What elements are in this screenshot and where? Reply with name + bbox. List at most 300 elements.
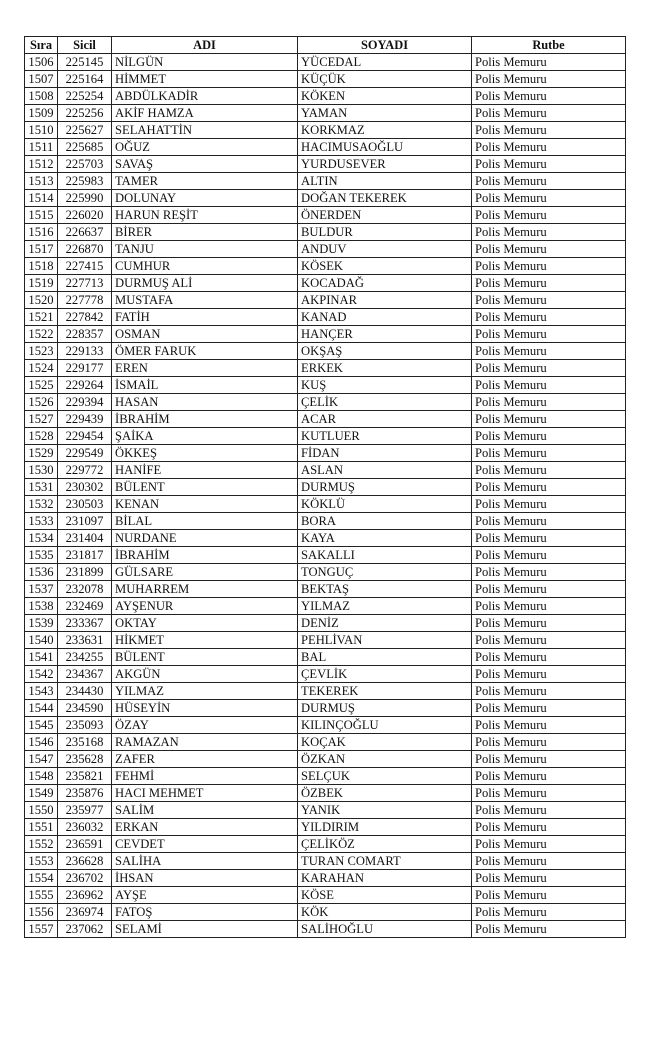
cell-sicil: 236032: [58, 819, 112, 836]
cell-sira: 1543: [25, 683, 58, 700]
cell-adi: ZAFER: [112, 751, 298, 768]
cell-sicil: 231404: [58, 530, 112, 547]
cell-adi: ERKAN: [112, 819, 298, 836]
cell-sicil: 226870: [58, 241, 112, 258]
cell-rutbe: Polis Memuru: [472, 88, 626, 105]
cell-sicil: 233367: [58, 615, 112, 632]
table-row: [25, 904, 626, 921]
cell-soyadi: TONGUÇ: [298, 564, 472, 581]
cell-sicil: 227713: [58, 275, 112, 292]
cell-sicil: 236628: [58, 853, 112, 870]
table-row: [25, 139, 626, 156]
cell-adi: İSMAİL: [112, 377, 298, 394]
cell-soyadi: HANÇER: [298, 326, 472, 343]
cell-soyadi: BULDUR: [298, 224, 472, 241]
cell-sicil: 236591: [58, 836, 112, 853]
cell-rutbe: Polis Memuru: [472, 836, 626, 853]
cell-adi: AKİF HAMZA: [112, 105, 298, 122]
cell-sira: 1554: [25, 870, 58, 887]
table-row: [25, 649, 626, 666]
header-rutbe: Rutbe: [472, 37, 626, 54]
cell-rutbe: Polis Memuru: [472, 360, 626, 377]
cell-sicil: 229177: [58, 360, 112, 377]
table-row: [25, 411, 626, 428]
cell-adi: AKGÜN: [112, 666, 298, 683]
cell-sira: 1514: [25, 190, 58, 207]
cell-soyadi: FİDAN: [298, 445, 472, 462]
cell-adi: EREN: [112, 360, 298, 377]
cell-sicil: 235628: [58, 751, 112, 768]
cell-rutbe: Polis Memuru: [472, 377, 626, 394]
cell-soyadi: OKŞAŞ: [298, 343, 472, 360]
cell-rutbe: Polis Memuru: [472, 581, 626, 598]
cell-sira: 1518: [25, 258, 58, 275]
cell-adi: OKTAY: [112, 615, 298, 632]
cell-soyadi: YURDUSEVER: [298, 156, 472, 173]
cell-rutbe: Polis Memuru: [472, 751, 626, 768]
cell-rutbe: Polis Memuru: [472, 462, 626, 479]
table-row: [25, 122, 626, 139]
cell-sicil: 232078: [58, 581, 112, 598]
cell-rutbe: Polis Memuru: [472, 207, 626, 224]
cell-sira: 1516: [25, 224, 58, 241]
cell-adi: MUSTAFA: [112, 292, 298, 309]
cell-rutbe: Polis Memuru: [472, 513, 626, 530]
cell-rutbe: Polis Memuru: [472, 768, 626, 785]
cell-soyadi: ÖZKAN: [298, 751, 472, 768]
cell-sira: 1526: [25, 394, 58, 411]
cell-soyadi: KÜÇÜK: [298, 71, 472, 88]
cell-sira: 1547: [25, 751, 58, 768]
cell-rutbe: Polis Memuru: [472, 105, 626, 122]
cell-sicil: 227842: [58, 309, 112, 326]
cell-soyadi: YÜCEDAL: [298, 54, 472, 71]
cell-soyadi: ASLAN: [298, 462, 472, 479]
cell-sicil: 235977: [58, 802, 112, 819]
cell-sira: 1556: [25, 904, 58, 921]
cell-soyadi: TURAN COMART: [298, 853, 472, 870]
cell-sira: 1519: [25, 275, 58, 292]
table-row: [25, 666, 626, 683]
cell-rutbe: Polis Memuru: [472, 139, 626, 156]
cell-rutbe: Polis Memuru: [472, 683, 626, 700]
cell-sira: 1530: [25, 462, 58, 479]
cell-soyadi: ÇELİK: [298, 394, 472, 411]
cell-adi: TAMER: [112, 173, 298, 190]
table-row: [25, 309, 626, 326]
cell-sira: 1552: [25, 836, 58, 853]
cell-adi: MUHARREM: [112, 581, 298, 598]
cell-rutbe: Polis Memuru: [472, 632, 626, 649]
cell-sira: 1507: [25, 71, 58, 88]
cell-sira: 1535: [25, 547, 58, 564]
cell-sira: 1545: [25, 717, 58, 734]
cell-soyadi: HACIMUSAOĞLU: [298, 139, 472, 156]
cell-rutbe: Polis Memuru: [472, 496, 626, 513]
cell-rutbe: Polis Memuru: [472, 173, 626, 190]
table-row: [25, 241, 626, 258]
cell-rutbe: Polis Memuru: [472, 615, 626, 632]
cell-sicil: 225983: [58, 173, 112, 190]
cell-soyadi: PEHLİVAN: [298, 632, 472, 649]
table-row: [25, 734, 626, 751]
cell-adi: HİMMET: [112, 71, 298, 88]
cell-soyadi: KORKMAZ: [298, 122, 472, 139]
cell-soyadi: ÖZBEK: [298, 785, 472, 802]
cell-sira: 1515: [25, 207, 58, 224]
cell-rutbe: Polis Memuru: [472, 700, 626, 717]
cell-adi: ÖMER FARUK: [112, 343, 298, 360]
cell-sira: 1531: [25, 479, 58, 496]
cell-sicil: 229394: [58, 394, 112, 411]
table-row: [25, 717, 626, 734]
table-row: [25, 292, 626, 309]
cell-soyadi: SAKALLI: [298, 547, 472, 564]
cell-adi: BÜLENT: [112, 479, 298, 496]
cell-sira: 1557: [25, 921, 58, 938]
cell-rutbe: Polis Memuru: [472, 734, 626, 751]
table-row: [25, 326, 626, 343]
cell-sicil: 234430: [58, 683, 112, 700]
table-row: [25, 921, 626, 938]
cell-sira: 1522: [25, 326, 58, 343]
cell-rutbe: Polis Memuru: [472, 275, 626, 292]
cell-sicil: 228357: [58, 326, 112, 343]
cell-rutbe: Polis Memuru: [472, 309, 626, 326]
cell-adi: SELAHATTİN: [112, 122, 298, 139]
table-row: [25, 785, 626, 802]
cell-rutbe: Polis Memuru: [472, 649, 626, 666]
header-sicil: Sicil: [58, 37, 112, 54]
cell-soyadi: KAYA: [298, 530, 472, 547]
cell-sicil: 237062: [58, 921, 112, 938]
cell-rutbe: Polis Memuru: [472, 258, 626, 275]
cell-rutbe: Polis Memuru: [472, 292, 626, 309]
cell-adi: AYŞE: [112, 887, 298, 904]
cell-sicil: 234590: [58, 700, 112, 717]
cell-adi: İHSAN: [112, 870, 298, 887]
cell-soyadi: KOCADAĞ: [298, 275, 472, 292]
header-adi: ADI: [112, 37, 298, 54]
cell-adi: SALİM: [112, 802, 298, 819]
cell-soyadi: KÖK: [298, 904, 472, 921]
cell-sicil: 230503: [58, 496, 112, 513]
table-row: [25, 598, 626, 615]
cell-adi: ABDÜLKADİR: [112, 88, 298, 105]
cell-sira: 1520: [25, 292, 58, 309]
table-row: [25, 88, 626, 105]
cell-adi: AYŞENUR: [112, 598, 298, 615]
cell-adi: HANİFE: [112, 462, 298, 479]
cell-soyadi: BORA: [298, 513, 472, 530]
table-row: [25, 462, 626, 479]
cell-sicil: 231817: [58, 547, 112, 564]
cell-soyadi: BEKTAŞ: [298, 581, 472, 598]
cell-adi: NURDANE: [112, 530, 298, 547]
cell-sicil: 232469: [58, 598, 112, 615]
cell-sicil: 229133: [58, 343, 112, 360]
table-row: [25, 853, 626, 870]
cell-soyadi: YILMAZ: [298, 598, 472, 615]
cell-soyadi: ALTIN: [298, 173, 472, 190]
cell-adi: ÖKKEŞ: [112, 445, 298, 462]
cell-soyadi: KÖSEK: [298, 258, 472, 275]
cell-sira: 1513: [25, 173, 58, 190]
cell-adi: DURMUŞ ALİ: [112, 275, 298, 292]
table-row: [25, 819, 626, 836]
header-soyadi: SOYADI: [298, 37, 472, 54]
cell-sira: 1508: [25, 88, 58, 105]
cell-rutbe: Polis Memuru: [472, 564, 626, 581]
table-row: [25, 632, 626, 649]
cell-sicil: 229772: [58, 462, 112, 479]
table-row: [25, 836, 626, 853]
cell-adi: CUMHUR: [112, 258, 298, 275]
cell-sicil: 235093: [58, 717, 112, 734]
table-row: [25, 105, 626, 122]
cell-soyadi: DURMUŞ: [298, 700, 472, 717]
cell-sira: 1510: [25, 122, 58, 139]
cell-sira: 1517: [25, 241, 58, 258]
table-row: [25, 258, 626, 275]
cell-soyadi: ÇELİKÖZ: [298, 836, 472, 853]
cell-sira: 1536: [25, 564, 58, 581]
cell-soyadi: SALİHOĞLU: [298, 921, 472, 938]
cell-soyadi: DOĞAN TEKEREK: [298, 190, 472, 207]
cell-sicil: 233631: [58, 632, 112, 649]
cell-adi: BÜLENT: [112, 649, 298, 666]
cell-sira: 1538: [25, 598, 58, 615]
cell-sicil: 236974: [58, 904, 112, 921]
cell-rutbe: Polis Memuru: [472, 921, 626, 938]
cell-sira: 1512: [25, 156, 58, 173]
cell-adi: ŞAİKA: [112, 428, 298, 445]
cell-rutbe: Polis Memuru: [472, 394, 626, 411]
cell-rutbe: Polis Memuru: [472, 190, 626, 207]
cell-sicil: 227778: [58, 292, 112, 309]
cell-sira: 1521: [25, 309, 58, 326]
cell-sira: 1540: [25, 632, 58, 649]
cell-sira: 1539: [25, 615, 58, 632]
table-row: [25, 445, 626, 462]
cell-sira: 1534: [25, 530, 58, 547]
table-row: [25, 547, 626, 564]
cell-rutbe: Polis Memuru: [472, 224, 626, 241]
cell-soyadi: TEKEREK: [298, 683, 472, 700]
cell-sira: 1542: [25, 666, 58, 683]
table-row: [25, 887, 626, 904]
cell-rutbe: Polis Memuru: [472, 156, 626, 173]
cell-adi: SAVAŞ: [112, 156, 298, 173]
cell-soyadi: ÖNERDEN: [298, 207, 472, 224]
cell-rutbe: Polis Memuru: [472, 326, 626, 343]
cell-sira: 1544: [25, 700, 58, 717]
cell-adi: FEHMİ: [112, 768, 298, 785]
cell-sira: 1551: [25, 819, 58, 836]
cell-adi: HİKMET: [112, 632, 298, 649]
cell-soyadi: KÖKLÜ: [298, 496, 472, 513]
table-row: [25, 496, 626, 513]
table-row: [25, 71, 626, 88]
cell-rutbe: Polis Memuru: [472, 343, 626, 360]
table-row: [25, 615, 626, 632]
cell-sira: 1532: [25, 496, 58, 513]
cell-sicil: 226020: [58, 207, 112, 224]
cell-sira: 1506: [25, 54, 58, 71]
header-sira: Sıra: [25, 37, 58, 54]
cell-sira: 1548: [25, 768, 58, 785]
table-row: [25, 581, 626, 598]
cell-sicil: 236702: [58, 870, 112, 887]
cell-adi: FATOŞ: [112, 904, 298, 921]
table-row: [25, 360, 626, 377]
cell-rutbe: Polis Memuru: [472, 479, 626, 496]
cell-sira: 1524: [25, 360, 58, 377]
cell-sicil: 225145: [58, 54, 112, 71]
cell-adi: KENAN: [112, 496, 298, 513]
cell-adi: FATİH: [112, 309, 298, 326]
cell-soyadi: ERKEK: [298, 360, 472, 377]
cell-rutbe: Polis Memuru: [472, 819, 626, 836]
cell-soyadi: KOÇAK: [298, 734, 472, 751]
cell-soyadi: ÇEVLİK: [298, 666, 472, 683]
cell-sira: 1550: [25, 802, 58, 819]
cell-adi: YILMAZ: [112, 683, 298, 700]
cell-sicil: 234367: [58, 666, 112, 683]
personnel-table: [24, 36, 626, 938]
table-row: [25, 377, 626, 394]
table-row: [25, 54, 626, 71]
cell-rutbe: Polis Memuru: [472, 802, 626, 819]
table-row: [25, 802, 626, 819]
cell-rutbe: Polis Memuru: [472, 785, 626, 802]
cell-sicil: 225703: [58, 156, 112, 173]
table-row: [25, 428, 626, 445]
cell-soyadi: KUTLUER: [298, 428, 472, 445]
cell-rutbe: Polis Memuru: [472, 887, 626, 904]
cell-soyadi: KÖKEN: [298, 88, 472, 105]
cell-sira: 1553: [25, 853, 58, 870]
table-row: [25, 343, 626, 360]
cell-rutbe: Polis Memuru: [472, 666, 626, 683]
table-row: [25, 683, 626, 700]
cell-adi: İBRAHİM: [112, 411, 298, 428]
cell-sicil: 229439: [58, 411, 112, 428]
table-row: [25, 751, 626, 768]
cell-adi: BİLAL: [112, 513, 298, 530]
cell-sicil: 225990: [58, 190, 112, 207]
cell-adi: DOLUNAY: [112, 190, 298, 207]
cell-sira: 1549: [25, 785, 58, 802]
cell-soyadi: DURMUŞ: [298, 479, 472, 496]
cell-rutbe: Polis Memuru: [472, 71, 626, 88]
cell-soyadi: BAL: [298, 649, 472, 666]
cell-sicil: 225685: [58, 139, 112, 156]
table-body: [25, 54, 626, 938]
cell-sicil: 227415: [58, 258, 112, 275]
cell-sicil: 229264: [58, 377, 112, 394]
cell-soyadi: YILDIRIM: [298, 819, 472, 836]
table-row: [25, 224, 626, 241]
table-row: [25, 156, 626, 173]
cell-soyadi: KUŞ: [298, 377, 472, 394]
cell-sira: 1509: [25, 105, 58, 122]
cell-adi: GÜLSARE: [112, 564, 298, 581]
cell-rutbe: Polis Memuru: [472, 122, 626, 139]
table-row: [25, 479, 626, 496]
cell-adi: HARUN REŞİT: [112, 207, 298, 224]
table-row: [25, 190, 626, 207]
table-row: [25, 530, 626, 547]
cell-rutbe: Polis Memuru: [472, 530, 626, 547]
cell-rutbe: Polis Memuru: [472, 870, 626, 887]
cell-adi: HASAN: [112, 394, 298, 411]
table-row: [25, 394, 626, 411]
cell-soyadi: SELÇUK: [298, 768, 472, 785]
cell-sira: 1537: [25, 581, 58, 598]
cell-rutbe: Polis Memuru: [472, 54, 626, 71]
table-row: [25, 513, 626, 530]
cell-soyadi: ACAR: [298, 411, 472, 428]
cell-sicil: 231899: [58, 564, 112, 581]
cell-rutbe: Polis Memuru: [472, 598, 626, 615]
cell-rutbe: Polis Memuru: [472, 241, 626, 258]
cell-adi: HÜSEYİN: [112, 700, 298, 717]
cell-sicil: 231097: [58, 513, 112, 530]
cell-sicil: 225164: [58, 71, 112, 88]
cell-adi: NİLGÜN: [112, 54, 298, 71]
cell-soyadi: KILINÇOĞLU: [298, 717, 472, 734]
cell-sira: 1527: [25, 411, 58, 428]
cell-rutbe: Polis Memuru: [472, 547, 626, 564]
cell-adi: BİRER: [112, 224, 298, 241]
cell-sicil: 225256: [58, 105, 112, 122]
cell-sira: 1523: [25, 343, 58, 360]
cell-rutbe: Polis Memuru: [472, 411, 626, 428]
cell-adi: SALİHA: [112, 853, 298, 870]
cell-sira: 1529: [25, 445, 58, 462]
table-row: [25, 768, 626, 785]
cell-soyadi: YANIK: [298, 802, 472, 819]
cell-adi: RAMAZAN: [112, 734, 298, 751]
header-row: [25, 37, 626, 54]
cell-sicil: 235876: [58, 785, 112, 802]
cell-sicil: 229549: [58, 445, 112, 462]
cell-sicil: 234255: [58, 649, 112, 666]
cell-sira: 1546: [25, 734, 58, 751]
cell-rutbe: Polis Memuru: [472, 717, 626, 734]
table-row: [25, 700, 626, 717]
cell-sicil: 236962: [58, 887, 112, 904]
cell-sira: 1525: [25, 377, 58, 394]
cell-sira: 1511: [25, 139, 58, 156]
cell-soyadi: YAMAN: [298, 105, 472, 122]
cell-soyadi: KARAHAN: [298, 870, 472, 887]
cell-adi: OSMAN: [112, 326, 298, 343]
cell-soyadi: KÖSE: [298, 887, 472, 904]
cell-rutbe: Polis Memuru: [472, 445, 626, 462]
cell-sira: 1541: [25, 649, 58, 666]
cell-sicil: 235168: [58, 734, 112, 751]
cell-adi: İBRAHİM: [112, 547, 298, 564]
table-row: [25, 173, 626, 190]
cell-sira: 1555: [25, 887, 58, 904]
cell-sicil: 225254: [58, 88, 112, 105]
cell-sicil: 229454: [58, 428, 112, 445]
cell-sicil: 235821: [58, 768, 112, 785]
cell-soyadi: KANAD: [298, 309, 472, 326]
cell-sira: 1533: [25, 513, 58, 530]
